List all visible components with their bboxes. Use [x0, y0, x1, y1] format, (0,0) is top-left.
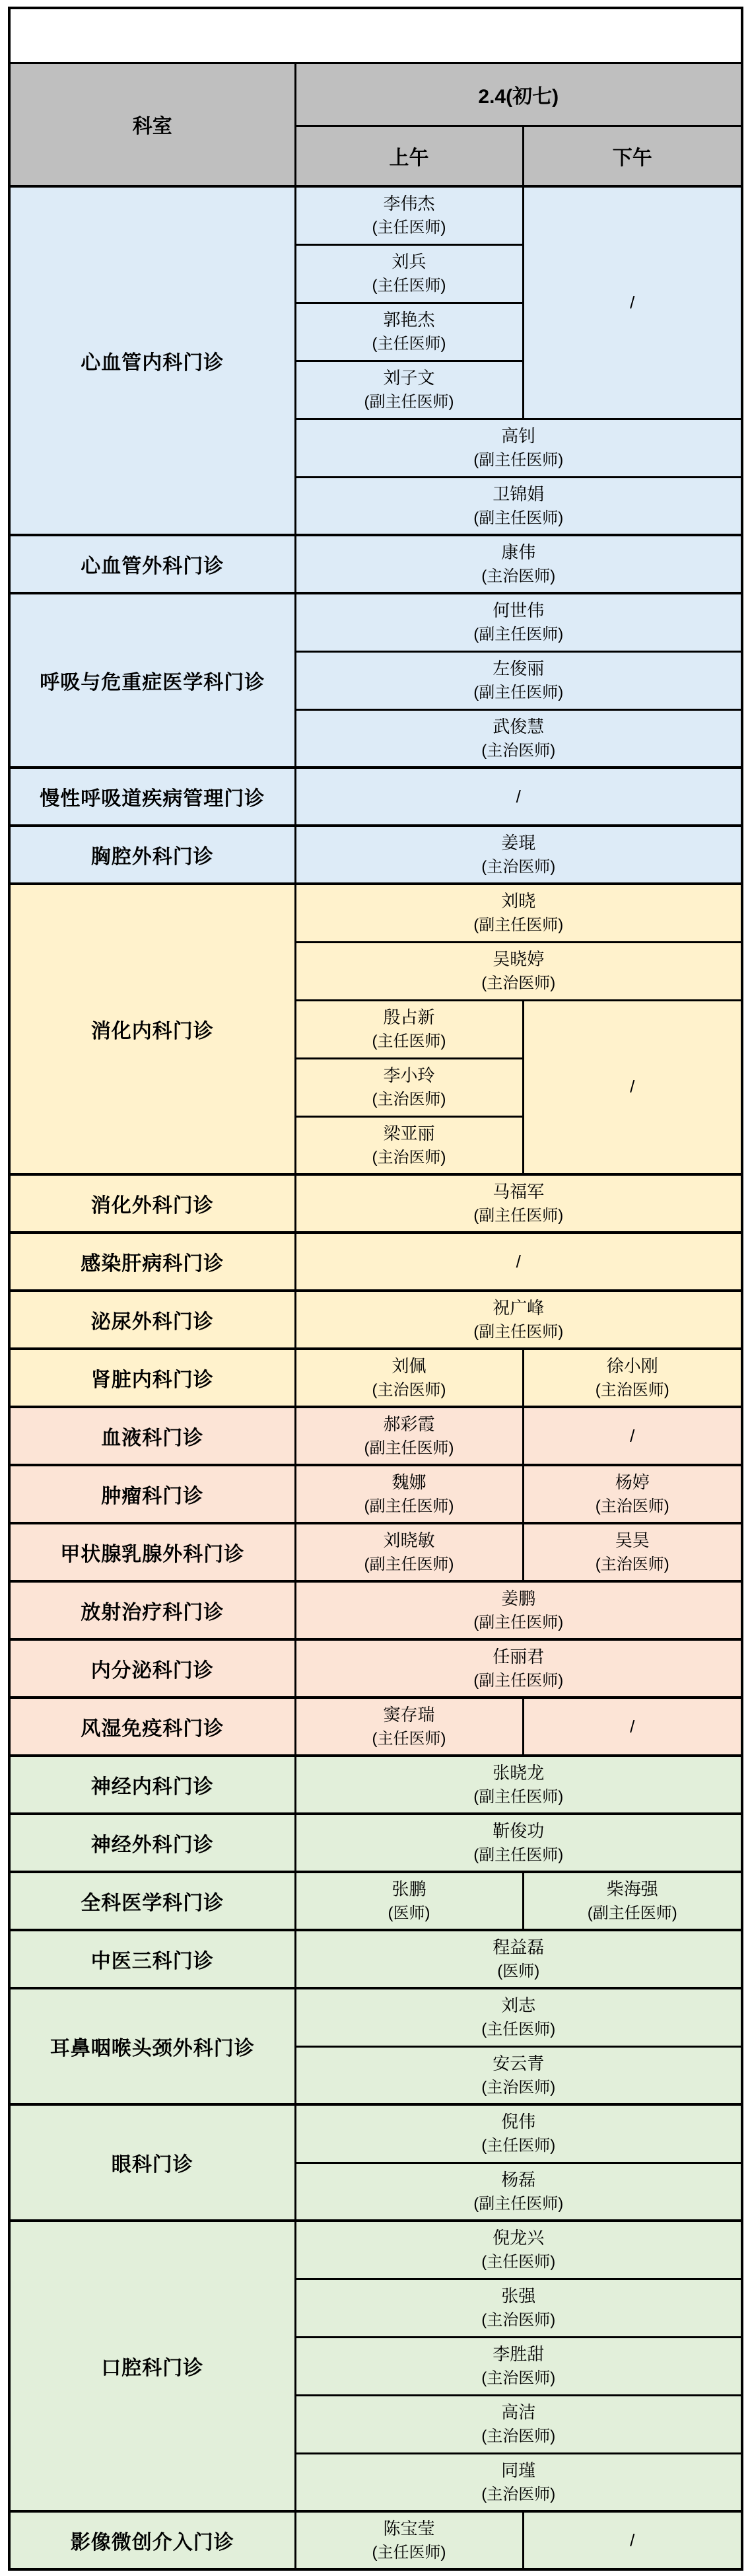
schedule-body	[9, 186, 742, 2569]
header-department-label: 科室	[9, 63, 295, 186]
doctor-title: (主治医师)	[481, 567, 556, 585]
slash-mark: /	[516, 786, 521, 806]
department-cell: 感染肝病科门诊	[9, 1233, 295, 1291]
slash-mark: /	[630, 1077, 635, 1097]
doctor-name: 刘晓	[501, 891, 536, 912]
slash-mark: /	[630, 1716, 635, 1736]
department-cell: 心血管内科门诊	[9, 186, 295, 535]
doctor-title: (副主任医师)	[473, 1846, 564, 1864]
doctor-cell	[295, 709, 742, 768]
doctor-name: 康伟	[501, 542, 536, 562]
doctor-cell	[295, 535, 742, 593]
doctor-title: (副主任医师)	[473, 509, 564, 527]
doctor-title: (主任医师)	[481, 2253, 556, 2272]
doctor-title: (主治医师)	[372, 1091, 446, 1108]
slash-mark: /	[516, 1251, 521, 1271]
department-cell: 神经外科门诊	[9, 1814, 295, 1872]
doctor-cell	[295, 1581, 742, 1639]
doctor-cell	[295, 1000, 523, 1058]
doctor-cell	[295, 1814, 742, 1872]
doctor-title: (副主任医师)	[364, 1556, 454, 1573]
schedule-row	[9, 1174, 742, 1233]
doctor-title: (主治医师)	[481, 741, 556, 760]
doctor-cell	[295, 1988, 742, 2046]
schedule-row	[9, 884, 742, 942]
doctor-cell	[295, 2337, 742, 2395]
doctor-title: (副主任医师)	[473, 1788, 564, 1806]
schedule-table	[8, 7, 743, 2571]
doctor-name: 柴海强	[606, 1879, 658, 1899]
doctor-name: 刘兵	[392, 252, 426, 271]
slash-mark: /	[630, 1425, 635, 1446]
doctor-cell	[523, 1523, 742, 1581]
header-morning-label: 上午	[295, 125, 523, 186]
schedule-row	[9, 1872, 742, 1930]
doctor-title: (主任医师)	[481, 2021, 556, 2039]
schedule-row	[9, 535, 742, 593]
department-cell: 肾脏内科门诊	[9, 1349, 295, 1407]
doctor-name: 吴晓婷	[493, 949, 545, 969]
doctor-name: 窦存瑞	[383, 1705, 435, 1725]
doctor-title: (副主任医师)	[587, 1904, 677, 1922]
doctor-cell	[295, 1639, 742, 1698]
doctor-name: 马福军	[493, 1182, 545, 1201]
empty-slash-cell	[523, 1698, 742, 1756]
doctor-cell	[295, 1291, 742, 1349]
doctor-cell	[295, 1058, 523, 1116]
doctor-name: 刘晓敏	[383, 1530, 435, 1550]
doctor-cell	[523, 1872, 742, 1930]
doctor-name: 杨磊	[501, 2169, 536, 2190]
department-cell: 内分泌科门诊	[9, 1639, 295, 1698]
doctor-title: (主治医师)	[372, 1381, 446, 1399]
empty-slash-cell	[295, 1233, 742, 1291]
doctor-title: (副主任医师)	[473, 916, 564, 935]
header-row-date	[9, 63, 742, 125]
schedule-row	[9, 1698, 742, 1756]
doctor-name: 同瑾	[501, 2460, 536, 2480]
doctor-cell	[295, 2511, 523, 2569]
doctor-cell	[295, 884, 742, 942]
schedule-row	[9, 1407, 742, 1465]
doctor-title: (主治医师)	[481, 2369, 556, 2387]
schedule-row	[9, 1814, 742, 1872]
doctor-cell	[295, 1349, 523, 1407]
doctor-name: 左俊丽	[493, 659, 545, 678]
doctor-cell	[295, 942, 742, 1000]
schedule-row	[9, 186, 742, 244]
doctor-cell	[295, 1465, 523, 1523]
doctor-title: (主治医师)	[481, 2427, 556, 2445]
doctor-name: 刘佩	[392, 1356, 426, 1376]
doctor-title: (主治医师)	[595, 1381, 669, 1399]
doctor-cell	[295, 2221, 742, 2279]
empty-slash-cell	[523, 1000, 742, 1174]
doctor-cell	[295, 593, 742, 651]
schedule-row	[9, 1523, 742, 1581]
doctor-name: 刘志	[501, 1995, 536, 2016]
doctor-cell	[295, 2104, 742, 2163]
doctor-cell	[295, 419, 742, 477]
schedule-row	[9, 1639, 742, 1698]
doctor-title: (主治医师)	[481, 974, 556, 992]
header-afternoon-label: 下午	[523, 125, 742, 186]
doctor-name: 张晓龙	[493, 1763, 545, 1783]
doctor-cell	[295, 1756, 742, 1814]
doctor-name: 张强	[501, 2286, 536, 2306]
doctor-title: (副主任医师)	[473, 1323, 564, 1341]
banner-row	[9, 8, 742, 63]
doctor-name: 姜琨	[501, 833, 536, 853]
doctor-title: (医师)	[388, 1904, 430, 1922]
doctor-title: (副主任医师)	[473, 451, 564, 469]
doctor-cell	[295, 361, 523, 419]
doctor-title: (主任医师)	[372, 277, 446, 295]
doctor-cell	[523, 1349, 742, 1407]
doctor-title: (副主任医师)	[473, 684, 564, 701]
title-banner	[9, 8, 742, 63]
doctor-cell	[295, 826, 742, 884]
doctor-name: 祝广峰	[493, 1298, 545, 1318]
doctor-title: (主任医师)	[372, 219, 446, 237]
schedule-row	[9, 1349, 742, 1407]
doctor-title: (主治医师)	[481, 2485, 556, 2503]
schedule-row	[9, 1988, 742, 2046]
doctor-name: 李小玲	[383, 1065, 435, 1085]
department-cell: 消化外科门诊	[9, 1174, 295, 1233]
doctor-cell	[295, 1523, 523, 1581]
doctor-cell	[295, 2046, 742, 2104]
doctor-title: (副主任医师)	[473, 626, 564, 644]
doctor-cell	[295, 244, 523, 303]
doctor-name: 杨婷	[615, 1472, 650, 1492]
doctor-name: 魏娜	[392, 1472, 426, 1492]
doctor-name: 李胜甜	[493, 2344, 545, 2364]
doctor-cell	[523, 1465, 742, 1523]
department-cell: 风湿免疫科门诊	[9, 1698, 295, 1756]
doctor-cell	[295, 651, 742, 709]
doctor-name: 郭艳杰	[383, 310, 435, 330]
department-cell: 泌尿外科门诊	[9, 1291, 295, 1349]
department-cell: 全科医学科门诊	[9, 1872, 295, 1930]
schedule-row	[9, 1233, 742, 1291]
empty-slash-cell	[523, 186, 742, 419]
department-cell: 放射治疗科门诊	[9, 1581, 295, 1639]
department-cell: 血液科门诊	[9, 1407, 295, 1465]
doctor-name: 李伟杰	[383, 194, 435, 214]
doctor-name: 吴昊	[615, 1530, 650, 1550]
doctor-cell	[295, 477, 742, 535]
department-cell: 耳鼻咽喉头颈外科门诊	[9, 1988, 295, 2104]
department-cell: 肿瘤科门诊	[9, 1465, 295, 1523]
doctor-cell	[295, 2453, 742, 2511]
doctor-title: (副主任医师)	[473, 1207, 564, 1225]
empty-slash-cell	[523, 2511, 742, 2569]
doctor-name: 姜鹏	[501, 1589, 536, 1608]
doctor-name: 梁亚丽	[383, 1123, 435, 1143]
schedule-row	[9, 826, 742, 884]
department-cell: 呼吸与危重症医学科门诊	[9, 593, 295, 768]
doctor-name: 郝彩霞	[383, 1414, 435, 1434]
doctor-name: 何世伟	[493, 600, 545, 621]
doctor-cell	[295, 1872, 523, 1930]
doctor-cell	[295, 1698, 523, 1756]
department-cell: 中医三科门诊	[9, 1930, 295, 1988]
doctor-name: 倪龙兴	[493, 2228, 545, 2248]
schedule-row	[9, 1930, 742, 1988]
doctor-name: 张鹏	[392, 1879, 426, 1899]
schedule-row	[9, 1581, 742, 1639]
doctor-name: 程益磊	[493, 1937, 545, 1957]
doctor-name: 徐小刚	[606, 1356, 658, 1376]
doctor-title: (主任医师)	[481, 2137, 556, 2155]
department-cell: 影像微创介入门诊	[9, 2511, 295, 2569]
doctor-name: 高洁	[501, 2402, 536, 2422]
slash-mark: /	[630, 292, 635, 312]
department-cell: 眼科门诊	[9, 2104, 295, 2221]
empty-slash-cell	[295, 768, 742, 826]
schedule-row	[9, 2221, 742, 2279]
department-cell: 甲状腺乳腺外科门诊	[9, 1523, 295, 1581]
doctor-title: (副主任医师)	[364, 1439, 454, 1457]
department-cell: 慢性呼吸道疾病管理门诊	[9, 768, 295, 826]
doctor-name: 倪伟	[501, 2112, 536, 2132]
header-date-label: 2.4(初七)	[295, 63, 742, 125]
department-cell: 神经内科门诊	[9, 1756, 295, 1814]
doctor-cell	[295, 186, 523, 244]
schedule-row	[9, 1291, 742, 1349]
doctor-title: (主任医师)	[372, 335, 446, 353]
doctor-title: (副主任医师)	[364, 393, 454, 411]
doctor-name: 殷占新	[383, 1007, 435, 1027]
doctor-cell	[295, 1174, 742, 1233]
department-cell: 胸腔外科门诊	[9, 826, 295, 884]
doctor-title: (主治医师)	[481, 858, 556, 876]
doctor-name: 卫锦娟	[493, 483, 545, 504]
department-cell: 心血管外科门诊	[9, 535, 295, 593]
doctor-cell	[295, 2395, 742, 2453]
doctor-title: (主治医师)	[481, 2311, 556, 2329]
doctor-title: (副主任医师)	[473, 1672, 564, 1690]
doctor-title: (主治医师)	[595, 1497, 669, 1515]
doctor-cell	[295, 303, 523, 361]
doctor-title: (副主任医师)	[364, 1497, 454, 1515]
doctor-name: 武俊慧	[493, 716, 545, 736]
doctor-title: (主治医师)	[481, 2078, 556, 2096]
doctor-name: 陈宝莹	[383, 2519, 435, 2538]
doctor-title: (副主任医师)	[473, 2194, 564, 2213]
doctor-name: 刘子文	[383, 368, 435, 388]
doctor-name: 高钊	[501, 426, 536, 446]
schedule-row	[9, 2511, 742, 2569]
doctor-cell	[295, 2163, 742, 2221]
doctor-cell	[295, 1930, 742, 1988]
slash-mark: /	[630, 2530, 635, 2550]
empty-slash-cell	[523, 1407, 742, 1465]
doctor-title: (副主任医师)	[473, 1614, 564, 1631]
doctor-title: (主任医师)	[372, 2544, 446, 2561]
doctor-title: (主任医师)	[372, 1730, 446, 1748]
doctor-name: 安云青	[493, 2053, 545, 2073]
doctor-title: (主治医师)	[595, 1556, 669, 1573]
schedule-row	[9, 2104, 742, 2163]
doctor-cell	[295, 2279, 742, 2337]
schedule-row	[9, 768, 742, 826]
schedule-row	[9, 1756, 742, 1814]
schedule-row	[9, 593, 742, 651]
doctor-title: (主治医师)	[372, 1148, 446, 1166]
doctor-title: (主任医师)	[372, 1032, 446, 1050]
table-header	[9, 8, 742, 186]
schedule-row	[9, 1465, 742, 1523]
doctor-cell	[295, 1407, 523, 1465]
doctor-title: (医师)	[497, 1962, 540, 1980]
doctor-cell	[295, 1116, 523, 1174]
department-cell: 口腔科门诊	[9, 2221, 295, 2511]
doctor-name: 靳俊功	[493, 1821, 545, 1841]
doctor-name: 任丽君	[493, 1647, 545, 1666]
department-cell: 消化内科门诊	[9, 884, 295, 1174]
